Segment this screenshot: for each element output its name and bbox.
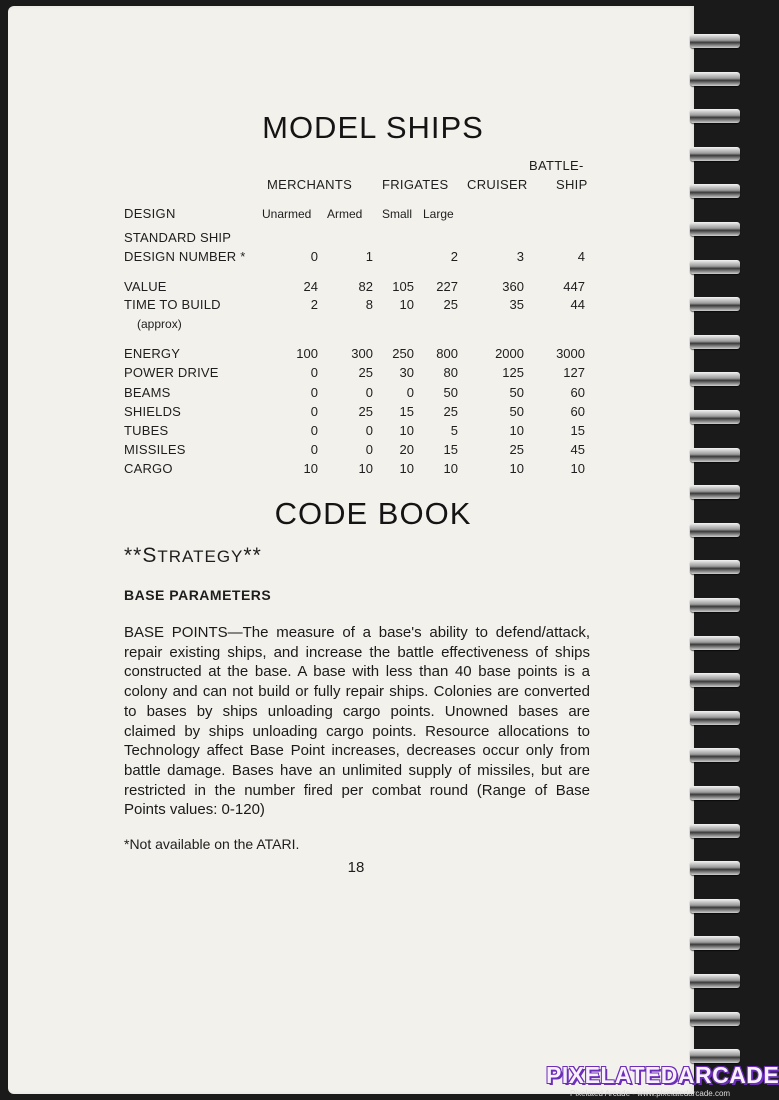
row-label-tubes: TUBES <box>124 423 169 438</box>
table-cell: 0 <box>310 404 318 419</box>
spiral-coil <box>690 448 740 462</box>
table-cell: 10 <box>443 461 458 476</box>
table-cell: 10 <box>509 461 524 476</box>
table-cell: 25 <box>358 365 373 380</box>
table-cell: 50 <box>443 385 458 400</box>
spiral-coil <box>690 936 740 950</box>
table-cell: 0 <box>365 442 373 457</box>
table-cell: 300 <box>351 346 373 361</box>
watermark-logo: PIXELATEDARCADE <box>546 1062 779 1088</box>
header-merchants: MERCHANTS <box>267 177 353 192</box>
table-cell: 44 <box>570 297 585 312</box>
spiral-coil <box>690 297 740 311</box>
table-cell: 250 <box>392 346 414 361</box>
table-cell: 4 <box>577 249 585 264</box>
spiral-coil <box>690 598 740 612</box>
table-cell: 800 <box>436 346 458 361</box>
base-parameters-heading: BASE PARAMETERS <box>124 587 272 603</box>
row-label-cargo: CARGO <box>124 461 173 476</box>
spiral-coil <box>690 636 740 650</box>
table-cell: 0 <box>310 365 318 380</box>
table-cell: 2 <box>310 297 318 312</box>
table-cell: 15 <box>570 423 585 438</box>
table-cell: 35 <box>509 297 524 312</box>
spiral-coil <box>690 824 740 838</box>
table-cell: 60 <box>570 404 585 419</box>
row-label-energy: ENERGY <box>124 346 181 361</box>
spiral-coil <box>690 372 740 386</box>
spiral-coil <box>690 974 740 988</box>
spiral-coil <box>690 147 740 161</box>
table-cell: 105 <box>392 279 414 294</box>
spiral-coil <box>690 673 740 687</box>
spiral-coil <box>690 335 740 349</box>
table-cell: 2 <box>450 249 458 264</box>
table-cell: 10 <box>509 423 524 438</box>
table-cell: 10 <box>399 297 414 312</box>
spiral-coil <box>690 260 740 274</box>
spiral-coil <box>690 711 740 725</box>
table-cell: 25 <box>509 442 524 457</box>
spiral-coil <box>690 748 740 762</box>
table-cell: 3000 <box>556 346 585 361</box>
table-cell: 447 <box>563 279 585 294</box>
table-cell: 25 <box>443 297 458 312</box>
row-label-beams: BEAMS <box>124 385 171 400</box>
row-label-missiles: MISSILES <box>124 442 186 457</box>
table-cell: 227 <box>436 279 458 294</box>
table-cell: 125 <box>502 365 524 380</box>
table-cell: 127 <box>563 365 585 380</box>
spiral-coil <box>690 72 740 86</box>
table-cell: 10 <box>358 461 373 476</box>
table-cell: 3 <box>516 249 524 264</box>
table-cell: 10 <box>399 461 414 476</box>
table-cell: 45 <box>570 442 585 457</box>
spiral-coil <box>690 222 740 236</box>
standard-ship-label: STANDARD SHIP <box>124 230 232 245</box>
table-cell: 60 <box>570 385 585 400</box>
table-cell: 24 <box>303 279 318 294</box>
table-cell: 0 <box>365 385 373 400</box>
row-label-time-to-build: TIME TO BUILD <box>124 297 221 312</box>
table-cell: 2000 <box>495 346 524 361</box>
table-cell: 15 <box>399 404 414 419</box>
spiral-coil <box>690 560 740 574</box>
spiral-coil <box>690 410 740 424</box>
table-cell: 25 <box>443 404 458 419</box>
footnote: *Not available on the ATARI. <box>124 836 300 852</box>
table-cell: 10 <box>570 461 585 476</box>
subheader-large: Large <box>423 207 454 221</box>
row-label-value: VALUE <box>124 279 167 294</box>
spiral-binding <box>686 0 746 1100</box>
table-cell: 0 <box>310 423 318 438</box>
strategy-heading: **STRATEGY** <box>124 544 262 567</box>
model-ships-title: MODEL SHIPS <box>262 110 484 145</box>
row-label-shields: SHIELDS <box>124 404 182 419</box>
table-cell: 10 <box>399 423 414 438</box>
table-cell: 30 <box>399 365 414 380</box>
table-cell: 82 <box>358 279 373 294</box>
row-label-power-drive: POWER DRIVE <box>124 365 219 380</box>
table-cell: 80 <box>443 365 458 380</box>
table-cell: 0 <box>310 249 318 264</box>
table-cell: 1 <box>365 249 373 264</box>
row-label-design-number: DESIGN NUMBER * <box>124 249 246 264</box>
subheader-armed: Armed <box>327 207 363 221</box>
table-cell: 360 <box>502 279 524 294</box>
header-frigates: FRIGATES <box>382 177 449 192</box>
table-cell: 0 <box>310 385 318 400</box>
table-cell: 8 <box>365 297 373 312</box>
watermark-subtext: Pixelated Arcade - www.pixelatedarcade.com <box>570 1089 731 1098</box>
subheader-small: Small <box>382 207 413 221</box>
table-cell: 5 <box>450 423 458 438</box>
table-cell: 100 <box>296 346 318 361</box>
header-design: DESIGN <box>124 206 176 221</box>
manual-page <box>8 6 694 1094</box>
spiral-coil <box>690 899 740 913</box>
table-cell: 50 <box>509 404 524 419</box>
code-book-title: CODE BOOK <box>274 496 472 531</box>
table-cell: 0 <box>365 423 373 438</box>
table-cell: 0 <box>406 385 414 400</box>
table-cell: 15 <box>443 442 458 457</box>
header-cruiser: CRUISER <box>467 177 528 192</box>
spiral-coil <box>690 34 740 48</box>
table-cell: 50 <box>509 385 524 400</box>
header-battle-line2: SHIP <box>556 177 588 192</box>
spiral-coil <box>690 184 740 198</box>
table-cell: 0 <box>310 442 318 457</box>
page-number: 18 <box>347 859 365 876</box>
approx-note: (approx) <box>137 317 182 331</box>
base-points-paragraph: BASE POINTS—The measure of a base's ability to defend/attack, repair existing ships, and increase the battle effectiveness of ships constructed at the base. A base with less than 40 base points is a colony and can not build or fully repair ships. Colonies are converted to bases by ships unloading cargo points. Unowned bases are claimed by ships unloading cargo points. Resource allocations to Technology affect Base Point increases, decreases occur only from battle damage. Bases have an unlimited supply of missiles, but are restricted in the number fired per combat round (Range of Base Points values: 0-120) <box>124 624 590 819</box>
spiral-coil <box>690 1012 740 1026</box>
spiral-coil <box>690 786 740 800</box>
table-cell: 10 <box>303 461 318 476</box>
table-cell: 20 <box>399 442 414 457</box>
subheader-unarmed: Unarmed <box>262 207 312 221</box>
header-battle-line1: BATTLE- <box>529 158 584 173</box>
table-cell: 25 <box>358 404 373 419</box>
